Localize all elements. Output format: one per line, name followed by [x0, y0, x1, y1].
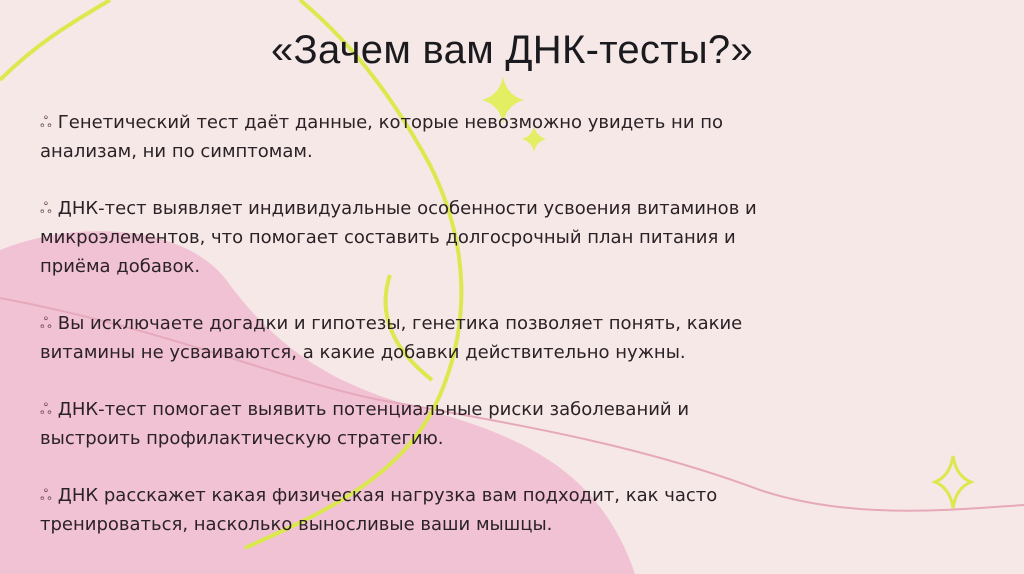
bullet-flourish-icon: ஃ	[40, 199, 52, 217]
bullet-text: Вы исключаете догадки и гипотезы, генетика позволяет понять, какие витамины не усваиваются, а какие добавки действительно нужны.	[40, 313, 743, 363]
sparkle-outline-icon	[935, 456, 971, 508]
bullet-flourish-icon: ஃ	[40, 113, 52, 131]
bullet-list	[40, 108, 760, 567]
bullet-item	[40, 481, 760, 539]
slide-title: «Зачем вам ДНК-тесты?»	[270, 28, 753, 72]
bullet-item	[40, 194, 760, 281]
bullet-text: ДНК-тест выявляет индивидуальные особенности усвоения витаминов и микроэлементов, что помогает составить долгосрочный план питания и приёма добавок.	[40, 198, 757, 277]
bullet-flourish-icon: ஃ	[40, 400, 52, 418]
bullet-item	[40, 395, 760, 453]
bullet-text: ДНК расскажет какая физическая нагрузка вам подходит, как часто тренироваться, насколько выносливые ваши мышцы.	[40, 485, 718, 535]
bullet-flourish-icon: ஃ	[40, 314, 52, 332]
bullet-item	[40, 108, 760, 166]
bullet-text: Генетический тест даёт данные, которые невозможно увидеть ни по анализам, ни по симптомам.	[40, 112, 724, 162]
bullet-item	[40, 309, 760, 367]
bullet-text: ДНК-тест помогает выявить потенциальные риски заболеваний и выстроить профилактическую стратегию.	[40, 399, 690, 449]
bullet-flourish-icon: ஃ	[40, 486, 52, 504]
